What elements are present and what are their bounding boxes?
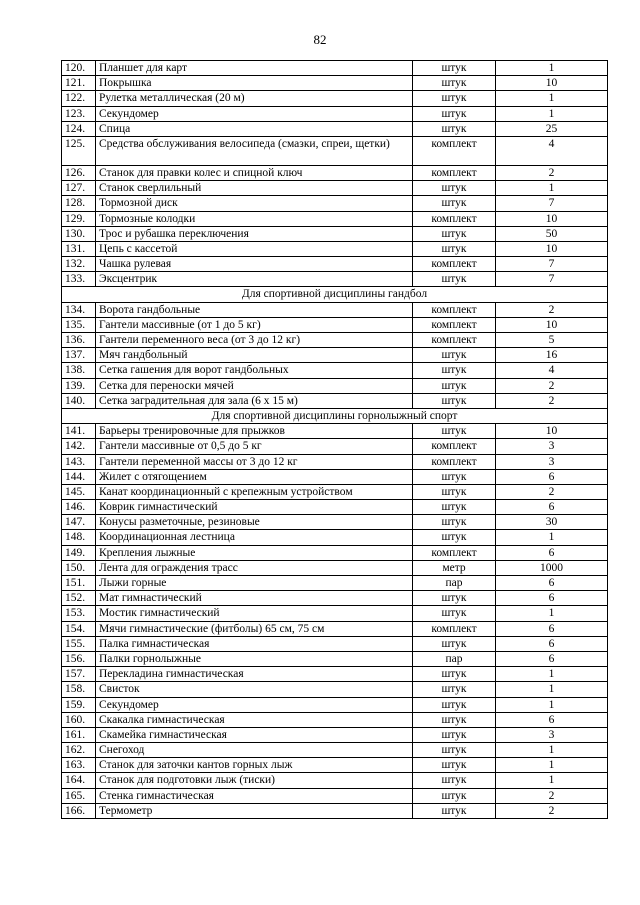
unit-cell: штук	[413, 667, 496, 682]
row-number: 133.	[62, 272, 96, 287]
row-number: 140.	[62, 393, 96, 408]
quantity-cell: 6	[496, 651, 608, 666]
table-row	[62, 241, 608, 256]
item-name: Станок для подготовки лыж (тиски)	[96, 773, 413, 788]
unit-cell: пар	[413, 651, 496, 666]
unit-cell: штук	[413, 591, 496, 606]
quantity-cell: 1	[496, 106, 608, 121]
item-name: Цепь с кассетой	[96, 241, 413, 256]
quantity-cell: 1000	[496, 560, 608, 575]
table-row	[62, 560, 608, 575]
row-number: 142.	[62, 439, 96, 454]
quantity-cell: 2	[496, 484, 608, 499]
table-row	[62, 317, 608, 332]
table-row	[62, 348, 608, 363]
table-row	[62, 545, 608, 560]
row-number: 131.	[62, 241, 96, 256]
row-number: 145.	[62, 484, 96, 499]
item-name: Скакалка гимнастическая	[96, 712, 413, 727]
unit-cell: штук	[413, 530, 496, 545]
equipment-table	[61, 60, 608, 819]
row-number: 159.	[62, 697, 96, 712]
unit-cell: штук	[413, 272, 496, 287]
table-row	[62, 667, 608, 682]
unit-cell: штук	[413, 226, 496, 241]
table-row	[62, 333, 608, 348]
item-name: Коврик гимнастический	[96, 500, 413, 515]
table-row	[62, 91, 608, 106]
row-number: 150.	[62, 560, 96, 575]
row-number: 125.	[62, 136, 96, 165]
item-name: Палки горнолыжные	[96, 651, 413, 666]
quantity-cell: 1	[496, 61, 608, 76]
unit-cell: штук	[413, 196, 496, 211]
table-row	[62, 454, 608, 469]
row-number: 137.	[62, 348, 96, 363]
table-row	[62, 530, 608, 545]
table-row	[62, 682, 608, 697]
quantity-cell: 6	[496, 545, 608, 560]
quantity-cell: 1	[496, 758, 608, 773]
quantity-cell: 7	[496, 257, 608, 272]
unit-cell: штук	[413, 758, 496, 773]
table-row	[62, 61, 608, 76]
row-number: 166.	[62, 803, 96, 818]
unit-cell: штук	[413, 682, 496, 697]
table-row	[62, 302, 608, 317]
quantity-cell: 1	[496, 697, 608, 712]
quantity-cell: 16	[496, 348, 608, 363]
quantity-cell: 3	[496, 454, 608, 469]
unit-cell: комплект	[413, 454, 496, 469]
table-row	[62, 727, 608, 742]
table-row	[62, 363, 608, 378]
item-name: Канат координационный с крепежным устройством	[96, 484, 413, 499]
section-header-row	[62, 408, 608, 423]
unit-cell: комплект	[413, 302, 496, 317]
unit-cell: штук	[413, 181, 496, 196]
table-row	[62, 500, 608, 515]
row-number: 148.	[62, 530, 96, 545]
item-name: Станок для правки колес и спицной ключ	[96, 165, 413, 180]
table-row	[62, 651, 608, 666]
item-name: Тормозные колодки	[96, 211, 413, 226]
table-row	[62, 257, 608, 272]
item-name: Крепления лыжные	[96, 545, 413, 560]
quantity-cell: 6	[496, 591, 608, 606]
unit-cell: штук	[413, 500, 496, 515]
row-number: 151.	[62, 576, 96, 591]
unit-cell: штук	[413, 484, 496, 499]
row-number: 136.	[62, 333, 96, 348]
item-name: Сетка заградительная для зала (6 х 15 м)	[96, 393, 413, 408]
row-number: 156.	[62, 651, 96, 666]
table-row	[62, 803, 608, 818]
table-row	[62, 469, 608, 484]
row-number: 123.	[62, 106, 96, 121]
quantity-cell: 6	[496, 712, 608, 727]
table-row	[62, 272, 608, 287]
unit-cell: комплект	[413, 439, 496, 454]
row-number: 162.	[62, 743, 96, 758]
item-name: Мяч гандбольный	[96, 348, 413, 363]
table-row	[62, 196, 608, 211]
quantity-cell: 10	[496, 424, 608, 439]
item-name: Гантели переменного веса (от 3 до 12 кг)	[96, 333, 413, 348]
row-number: 134.	[62, 302, 96, 317]
unit-cell: штук	[413, 606, 496, 621]
unit-cell: штук	[413, 788, 496, 803]
unit-cell: штук	[413, 76, 496, 91]
unit-cell: комплект	[413, 317, 496, 332]
item-name: Жилет с отягощением	[96, 469, 413, 484]
quantity-cell: 1	[496, 667, 608, 682]
table-row	[62, 484, 608, 499]
item-name: Ворота гандбольные	[96, 302, 413, 317]
item-name: Сетка для переноски мячей	[96, 378, 413, 393]
unit-cell: комплект	[413, 545, 496, 560]
unit-cell: штук	[413, 378, 496, 393]
row-number: 135.	[62, 317, 96, 332]
item-name: Чашка рулевая	[96, 257, 413, 272]
item-name: Эксцентрик	[96, 272, 413, 287]
quantity-cell: 6	[496, 636, 608, 651]
row-number: 144.	[62, 469, 96, 484]
table-row	[62, 621, 608, 636]
table-row	[62, 136, 608, 165]
item-name: Мостик гимнастический	[96, 606, 413, 621]
quantity-cell: 3	[496, 439, 608, 454]
table-row	[62, 165, 608, 180]
unit-cell: штук	[413, 363, 496, 378]
table-row	[62, 773, 608, 788]
row-number: 146.	[62, 500, 96, 515]
table-row	[62, 121, 608, 136]
table-row	[62, 181, 608, 196]
unit-cell: штук	[413, 91, 496, 106]
unit-cell: штук	[413, 727, 496, 742]
quantity-cell: 50	[496, 226, 608, 241]
item-name: Рулетка металлическая (20 м)	[96, 91, 413, 106]
item-name: Трос и рубашка переключения	[96, 226, 413, 241]
page-number: 82	[313, 32, 327, 47]
quantity-cell: 1	[496, 181, 608, 196]
section-title: Для спортивной дисциплины гандбол	[62, 287, 608, 302]
unit-cell: штук	[413, 121, 496, 136]
item-name: Перекладина гимнастическая	[96, 667, 413, 682]
quantity-cell: 7	[496, 272, 608, 287]
table-row	[62, 424, 608, 439]
item-name: Мячи гимнастические (фитболы) 65 см, 75 см	[96, 621, 413, 636]
quantity-cell: 10	[496, 211, 608, 226]
table-row	[62, 211, 608, 226]
row-number: 132.	[62, 257, 96, 272]
row-number: 126.	[62, 165, 96, 180]
item-name: Гантели массивные от 0,5 до 5 кг	[96, 439, 413, 454]
row-number: 157.	[62, 667, 96, 682]
row-number: 149.	[62, 545, 96, 560]
row-number: 152.	[62, 591, 96, 606]
unit-cell: штук	[413, 773, 496, 788]
quantity-cell: 10	[496, 317, 608, 332]
row-number: 155.	[62, 636, 96, 651]
quantity-cell: 25	[496, 121, 608, 136]
item-name: Гантели массивные (от 1 до 5 кг)	[96, 317, 413, 332]
table-body	[62, 61, 608, 819]
unit-cell: штук	[413, 636, 496, 651]
item-name: Гантели переменной массы от 3 до 12 кг	[96, 454, 413, 469]
quantity-cell: 2	[496, 788, 608, 803]
row-number: 120.	[62, 61, 96, 76]
section-header-row	[62, 287, 608, 302]
item-name: Скамейка гимнастическая	[96, 727, 413, 742]
quantity-cell: 4	[496, 136, 608, 165]
item-name: Снегоход	[96, 743, 413, 758]
quantity-cell: 4	[496, 363, 608, 378]
quantity-cell: 6	[496, 576, 608, 591]
unit-cell: комплект	[413, 211, 496, 226]
row-number: 163.	[62, 758, 96, 773]
item-name: Барьеры тренировочные для прыжков	[96, 424, 413, 439]
unit-cell: штук	[413, 424, 496, 439]
table-row	[62, 76, 608, 91]
unit-cell: комплект	[413, 136, 496, 165]
table-row	[62, 591, 608, 606]
unit-cell: штук	[413, 348, 496, 363]
table-row	[62, 788, 608, 803]
row-number: 124.	[62, 121, 96, 136]
unit-cell: штук	[413, 241, 496, 256]
quantity-cell: 5	[496, 333, 608, 348]
table-row	[62, 697, 608, 712]
quantity-cell: 2	[496, 378, 608, 393]
quantity-cell: 10	[496, 241, 608, 256]
item-name: Сетка гашения для ворот гандбольных	[96, 363, 413, 378]
unit-cell: штук	[413, 106, 496, 121]
table-row	[62, 743, 608, 758]
unit-cell: комплект	[413, 621, 496, 636]
item-name: Стенка гимнастическая	[96, 788, 413, 803]
table-row	[62, 378, 608, 393]
table-row	[62, 712, 608, 727]
unit-cell: штук	[413, 743, 496, 758]
item-name: Палка гимнастическая	[96, 636, 413, 651]
item-name: Секундомер	[96, 106, 413, 121]
table-row	[62, 439, 608, 454]
quantity-cell: 10	[496, 76, 608, 91]
unit-cell: штук	[413, 61, 496, 76]
item-name: Конусы разметочные, резиновые	[96, 515, 413, 530]
quantity-cell: 1	[496, 530, 608, 545]
item-name: Тормозной диск	[96, 196, 413, 211]
table-row	[62, 636, 608, 651]
item-name: Секундомер	[96, 697, 413, 712]
unit-cell: комплект	[413, 333, 496, 348]
quantity-cell: 7	[496, 196, 608, 211]
row-number: 122.	[62, 91, 96, 106]
table-row	[62, 515, 608, 530]
row-number: 143.	[62, 454, 96, 469]
row-number: 128.	[62, 196, 96, 211]
item-name: Лыжи горные	[96, 576, 413, 591]
row-number: 153.	[62, 606, 96, 621]
table-row	[62, 606, 608, 621]
item-name: Координационная лестница	[96, 530, 413, 545]
quantity-cell: 2	[496, 803, 608, 818]
quantity-cell: 1	[496, 682, 608, 697]
item-name: Средства обслуживания велосипеда (смазки, спреи, щетки)	[96, 136, 413, 165]
row-number: 121.	[62, 76, 96, 91]
row-number: 164.	[62, 773, 96, 788]
unit-cell: метр	[413, 560, 496, 575]
item-name: Станок сверлильный	[96, 181, 413, 196]
quantity-cell: 6	[496, 621, 608, 636]
table-row	[62, 576, 608, 591]
quantity-cell: 6	[496, 500, 608, 515]
quantity-cell: 6	[496, 469, 608, 484]
row-number: 141.	[62, 424, 96, 439]
unit-cell: штук	[413, 393, 496, 408]
row-number: 154.	[62, 621, 96, 636]
item-name: Спица	[96, 121, 413, 136]
row-number: 139.	[62, 378, 96, 393]
row-number: 130.	[62, 226, 96, 241]
row-number: 127.	[62, 181, 96, 196]
quantity-cell: 1	[496, 606, 608, 621]
row-number: 160.	[62, 712, 96, 727]
unit-cell: штук	[413, 803, 496, 818]
unit-cell: комплект	[413, 257, 496, 272]
quantity-cell: 1	[496, 91, 608, 106]
unit-cell: штук	[413, 697, 496, 712]
row-number: 147.	[62, 515, 96, 530]
table-row	[62, 393, 608, 408]
item-name: Покрышка	[96, 76, 413, 91]
table-row	[62, 106, 608, 121]
item-name: Свисток	[96, 682, 413, 697]
row-number: 138.	[62, 363, 96, 378]
quantity-cell: 2	[496, 302, 608, 317]
item-name: Термометр	[96, 803, 413, 818]
row-number: 161.	[62, 727, 96, 742]
quantity-cell: 2	[496, 393, 608, 408]
unit-cell: штук	[413, 469, 496, 484]
unit-cell: штук	[413, 515, 496, 530]
section-title: Для спортивной дисциплины горнолыжный спорт	[62, 408, 608, 423]
row-number: 158.	[62, 682, 96, 697]
quantity-cell: 3	[496, 727, 608, 742]
quantity-cell: 1	[496, 743, 608, 758]
item-name: Станок для заточки кантов горных лыж	[96, 758, 413, 773]
table-row	[62, 226, 608, 241]
quantity-cell: 30	[496, 515, 608, 530]
row-number: 129.	[62, 211, 96, 226]
item-name: Мат гимнастический	[96, 591, 413, 606]
unit-cell: пар	[413, 576, 496, 591]
quantity-cell: 1	[496, 773, 608, 788]
item-name: Планшет для карт	[96, 61, 413, 76]
table-row	[62, 758, 608, 773]
unit-cell: штук	[413, 712, 496, 727]
unit-cell: комплект	[413, 165, 496, 180]
row-number: 165.	[62, 788, 96, 803]
quantity-cell: 2	[496, 165, 608, 180]
item-name: Лента для ограждения трасс	[96, 560, 413, 575]
